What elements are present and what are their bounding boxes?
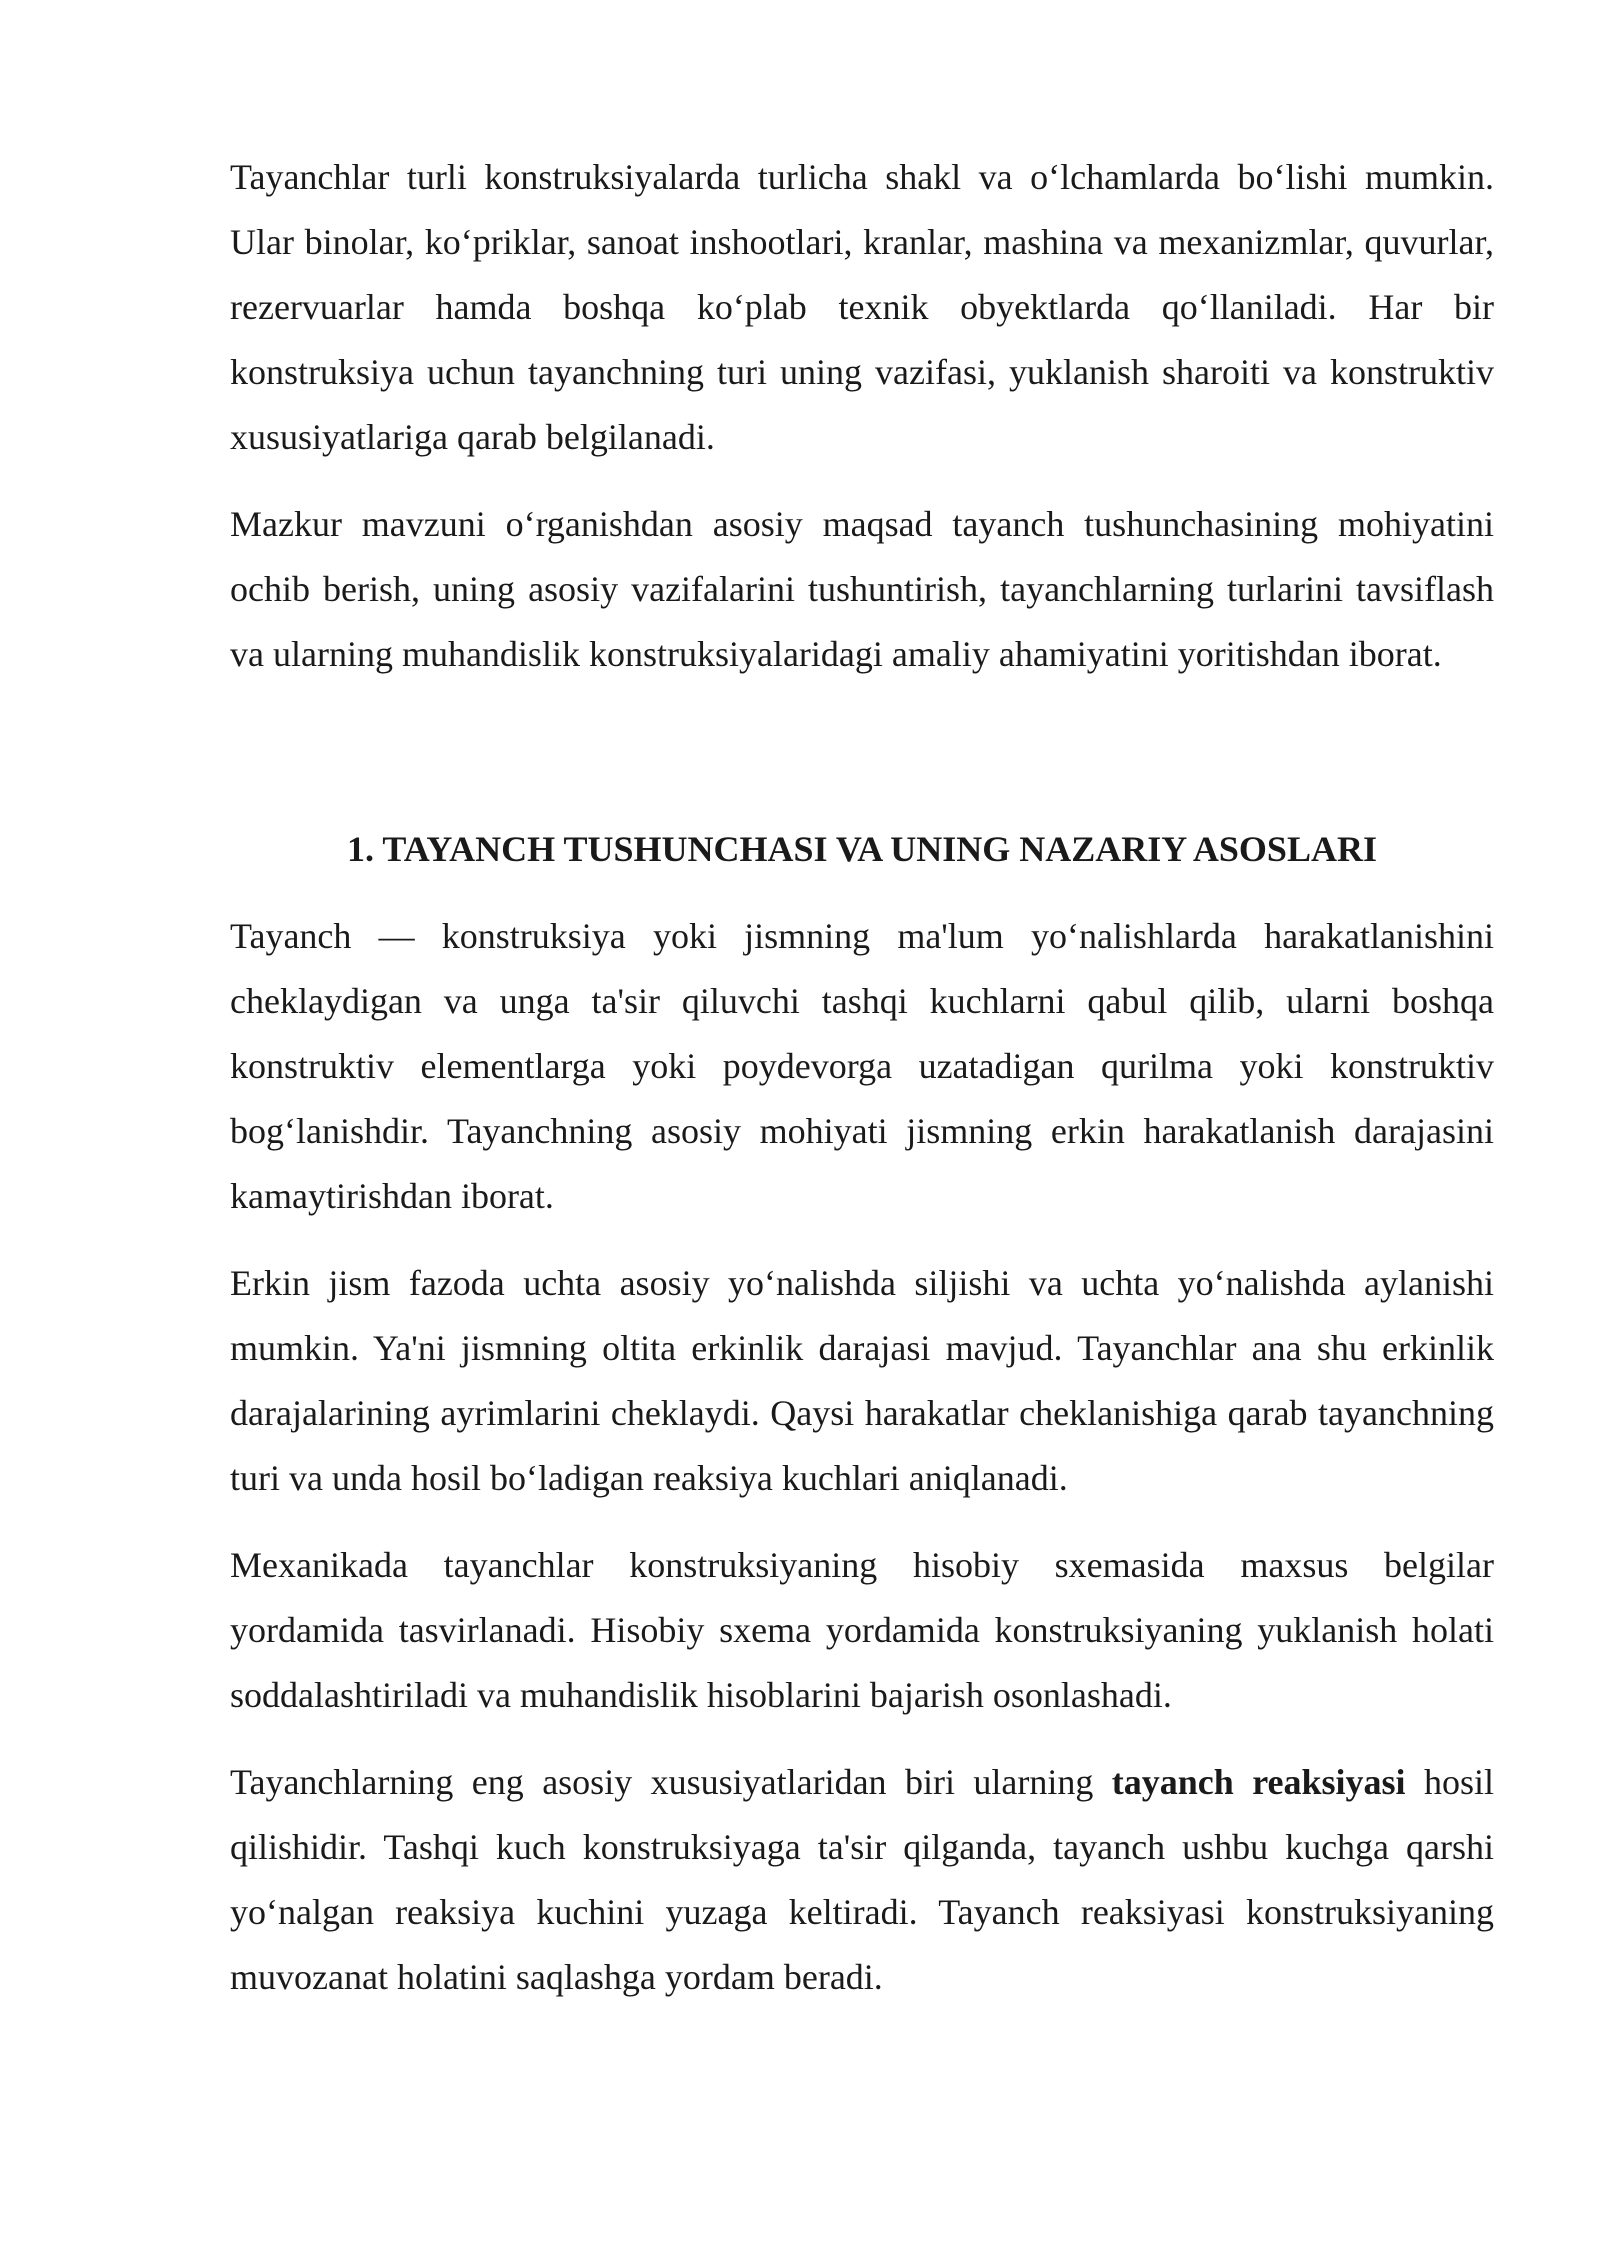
document-body [230,145,1494,2032]
paragraph-text-start: Tayanchlarning eng asosiy xususiyatlaridan biri ularning [230,1762,1112,1802]
section-paragraph-3: Mexanikada tayanchlar konstruksiyaning hisobiy sxemasida maxsus belgilar yordamida tasvirlanadi. Hisobiy sxema yordamida konstruksiyaning yuklanish holati soddalashtiriladi va muhandislik hisoblarini bajarish osonlashadi. [230,1545,1494,1715]
section-paragraph-1: Tayanch — konstruksiya yoki jismning ma'lum yo‘nalishlarda harakatlanishini cheklaydigan va unga ta'sir qiluvchi tashqi kuchlarni qabul qilib, ularni boshqa konstruktiv elementlarga yoki poydevorga uzatadigan qurilma yoki konstruktiv bog‘lanishdir. Tayanchning asosiy mohiyati jismning erkin harakatlanish darajasini kamaytirishdan iborat. [230,916,1494,1216]
intro-paragraph-2: Mazkur mavzuni o‘rganishdan asosiy maqsad tayanch tushunchasining mohiyatini ochib berish, uning asosiy vazifalarini tushuntirish, tayanchlarning turlarini tavsiflash va ularning muhandislik konstruksiyalaridagi amaliy ahamiyatini yoritishdan iborat. [230,504,1494,674]
section-heading: 1. TAYANCH TUSHUNCHASI VA UNING NAZARIY ASOSLARI [347,829,1377,869]
section-paragraph-4 [230,1750,1494,2010]
section-paragraph-2: Erkin jism fazoda uchta asosiy yo‘nalishda siljishi va uchta yo‘nalishda aylanishi mumkin. Ya'ni jismning oltita erkinlik darajasi mavjud. Tayanchlar ana shu erkinlik darajalarining ayrimlarini cheklaydi. Qaysi harakatlar cheklanishiga qarab tayanchning turi va unda hosil bo‘ladigan reaksiya kuchlari aniqlanadi. [230,1263,1494,1498]
paragraph-text-end: hosil qilishidir. Tashqi kuch konstruksiyaga ta'sir qilganda, tayanch ushbu kuchga qarshi yo‘nalgan reaksiya kuchini yuzaga keltiradi. Tayanch reaksiyasi konstruksiyaning muvozanat holatini saqlashga yordam beradi. [230,1762,1494,1997]
intro-paragraph-1: Tayanchlar turli konstruksiyalarda turlicha shakl va o‘lchamlarda bo‘lishi mumkin. Ular binolar, ko‘priklar, sanoat inshootlari, kranlar, mashina va mexanizmlar, quvurlar, rezervuarlar hamda boshqa ko‘plab texnik obyektlarda qo‘llaniladi. Har bir konstruksiya uchun tayanchning turi uning vazifasi, yuklanish sharoiti va konstruktiv xususiyatlariga qarab belgilanadi. [230,157,1494,457]
bold-term: tayanch reaksiyasi [1111,1762,1406,1802]
